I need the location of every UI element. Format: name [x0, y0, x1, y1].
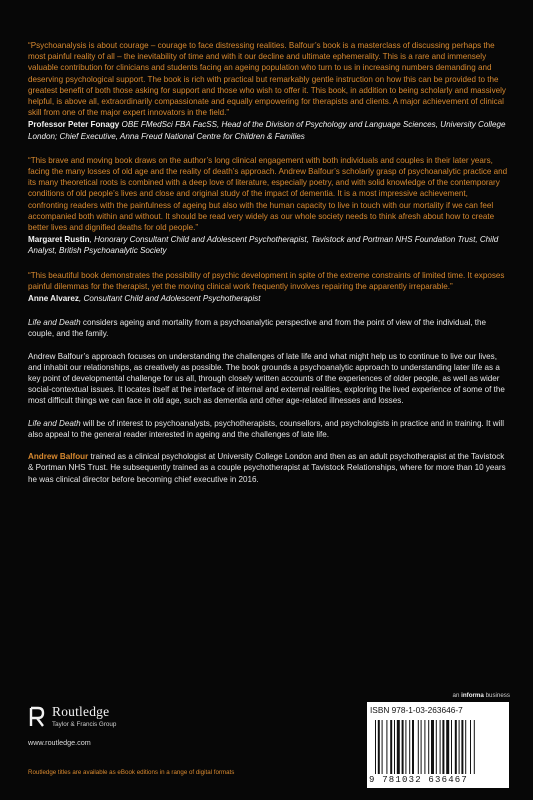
barcode-bars [375, 720, 501, 774]
endorser-credentials: , Honorary Consultant Child and Adolescent Psychotherapist, Tavistock and Portman NHS Foundation Trust, Child Analyst, British Psychoanalytic Society [28, 235, 499, 256]
endorser-name: Anne Alvarez [28, 294, 79, 304]
publisher-group: Taylor & Francis Group [52, 721, 117, 728]
informa-business-label: an informa business [452, 692, 510, 699]
barcode-digits: 9 781032 636467 [369, 775, 469, 785]
description-text: will be of interest to psychoanalysts, psychotherapists, counsellors, and psychologists in practice and in training. It will also appeal to the general reader interested in ageing and the challenges of late life. [28, 418, 504, 439]
back-cover-text [28, 40, 508, 496]
barcode [367, 702, 509, 788]
book-title-inline: Life and Death [28, 318, 81, 328]
endorsement-quote: “This brave and moving book draws on the author’s long clinical engagement with both individuals and couples in their later years, facing the many losses of old age and the reality of death’s approach. Andrew Balfour’s scholarly grasp of psychoanalytic practice and its many theoretical roots is combined with a deep love of literature, especially poetry, and with solid knowledge of the contemporary conditions of old people’s lives and close and original study of the impact of dementia. It is a most impressive achievement, confronting readers with the painfulness of ageing but also with the human capacity to live in touch with our mortality if we can feel accompanied both within and without. It should be read very widely as our whole society needs to think afresh about how to create better lives and dignified deaths for old people.” [28, 155, 508, 233]
book-title-inline: Life and Death [28, 418, 81, 428]
routledge-logo-icon [28, 706, 46, 728]
description-paragraph-3 [28, 418, 508, 440]
endorsement-quote: “This beautiful book demonstrates the possibility of psychic development in spite of the extreme constraints of limited time. It exposes painful dilemmas for the therapist, yet the moving clinical work frequently involves repairing the apparently irreparable.” [28, 270, 505, 291]
description-paragraph-1 [28, 317, 508, 339]
ebook-note: Routledge titles are available as eBook editions in a range of digital formats [28, 769, 235, 776]
isbn-label: ISBN 978-1-03-263646-7 [370, 705, 463, 715]
author-bio [28, 451, 508, 485]
endorser-name: Margaret Rustin [28, 235, 90, 245]
barcode-area [367, 692, 510, 788]
publisher-name: Routledge [52, 704, 110, 719]
endorser-credentials: , Consultant Child and Adolescent Psychotherapist [78, 294, 261, 304]
endorsement-attribution [28, 234, 508, 256]
endorsement-attribution [28, 293, 508, 304]
endorsement-attribution [28, 119, 508, 141]
publisher-website: www.routledge.com [28, 738, 91, 747]
endorser-name: Professor Peter Fonagy [28, 120, 120, 130]
author-name: Andrew Balfour [28, 452, 89, 462]
publisher-name-block [52, 704, 116, 728]
endorsement-quote: “Psychoanalysis is about courage – courage to face distressing realities. Balfour’s book is a masterclass of discussing perhaps the most painful reality of all – the inevitability of time and with it our decline and ultimate ephemerality. This is a rare and immensely valuable contribution for clinicians and students facing an ageing population who turn to us in increasing numbers demanding and deserving psychological support. The book is rich with practical but remarkably gentle instruction on how this can be provided to the greatest benefit of both those asking for support and those who wish to offer it. This book, in addition to being scholarly and massively helpful, is above all, extraordinarily compassionate and equally empowering for therapists and clients. A major achievement of clinical skill from one of the major expert innovators in the field.” [28, 41, 506, 118]
author-bio-text: trained as a clinical psychologist at University College London and then as an adult psychotherapist at the Tavistock & Portman NHS Trust. He subsequently trained as a couple psychotherapist at Tavistock Relationships, where for more than 10 years he was clinical director before becoming chief executive in 2016. [28, 452, 506, 484]
description-paragraph-2: Andrew Balfour’s approach focuses on understanding the challenges of late life and what might help us to continue to live our lives, and inhabit our relationships, as creatively as possible. The book grounds a psychoanalytic approach to understanding later life as a key point of developmental challenge for us all, through closely written accounts of the experiences of older people, as well as wider social-contextual issues. It locates itself at the interface of internal and external realities, exploring the lived experience of some of the most difficult things we can face in old age, such as dementia and other age-related illnesses and losses. [28, 351, 505, 406]
description-text: considers ageing and mortality from a psychoanalytic perspective and from the point of view of the individual, the couple, and the family. [28, 318, 487, 339]
endorsement-rustin [28, 155, 508, 257]
endorsement-alvarez [28, 270, 508, 305]
endorsement-fonagy [28, 40, 508, 142]
endorser-credentials: OBE FMedSci FBA FacSS, Head of the Division of Psychology and Language Sciences, University College London; Chief Executive, Anna Freud National Centre for Children & Families [28, 120, 506, 141]
